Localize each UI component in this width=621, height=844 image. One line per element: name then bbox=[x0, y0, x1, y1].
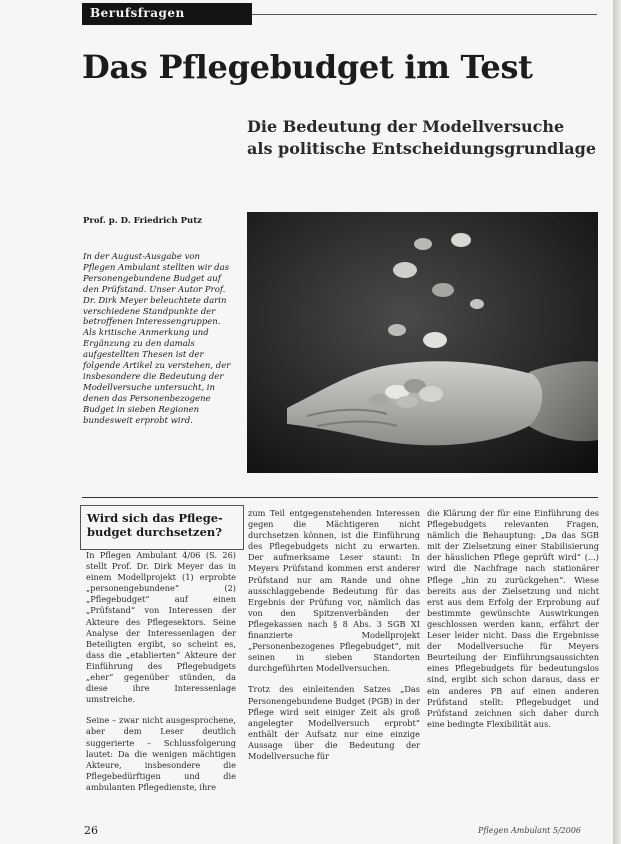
author-byline: Prof. p. D. Friedrich Putz bbox=[83, 216, 202, 226]
body-column-3 bbox=[427, 508, 599, 740]
page-number: 26 bbox=[84, 824, 98, 837]
falling-coin bbox=[470, 299, 484, 309]
body-paragraph: zum Teil entgegenstehenden Interessen gegen die Mächtigeren nicht durchsetzen können, ist die Einführung des Pflegebudgets nicht zu erwarten. Der aufmerksame Leser staunt: In Meyers Prüfstand kommen erst anderer Prüfstand nur am Rande und ohne ausschlaggebende Bedeutung für das Ergebnis der Prüfung vor, nämlich das von den Spitzenverbänden der Pflegekassen nach § 8 Abs. 3 SGB XI finanzierte Modellprojekt „Personenbezogenes Pflegebudget“, mit seinen in sieben Standorten durchgeführten Modellversuchen. bbox=[248, 508, 420, 674]
body-column-1 bbox=[86, 550, 236, 803]
falling-coin bbox=[432, 283, 454, 297]
page-edge bbox=[613, 0, 621, 844]
falling-coin bbox=[388, 324, 406, 336]
subheading bbox=[87, 511, 223, 539]
top-rule bbox=[252, 14, 597, 15]
coin-in-palm bbox=[396, 396, 418, 408]
falling-coin bbox=[451, 233, 471, 247]
coin-in-palm bbox=[419, 386, 443, 402]
falling-coin bbox=[393, 262, 417, 278]
falling-coin bbox=[414, 238, 432, 250]
body-paragraph: Seine – zwar nicht ausgesprochene, aber dem Leser deutlich suggerierte – Schlussfolgerung lautet: Da die wenigen mächtigen Akteure, insbesondere die Pflegebedürftigen und die ambulanten Pflegedienste, ihre bbox=[86, 715, 236, 792]
subtitle-line: Die Bedeutung der Modellversuche bbox=[247, 117, 565, 136]
subheading-line: budget durchsetzen? bbox=[87, 525, 222, 539]
journal-footer: Pflegen Ambulant 5/2006 bbox=[477, 826, 581, 835]
hand-with-coins-photo bbox=[247, 212, 598, 473]
subheading-line: Wird sich das Pflege- bbox=[87, 511, 223, 525]
article-subtitle bbox=[247, 116, 596, 160]
body-paragraph: die Klärung der für eine Einführung des Pflegebudgets relevanten Fragen, nämlich die Behauptung: „Da das SGB mit der Zielsetzung einer Stabilisierung der häuslichen Pflege geprüft wird“ (...) wird die Nachfrage nach stationärer Pflege „hin zu zurückgehen“. Wiese bereits aus der Zielsetzung und nicht erst aus dem Erfolg der Erprobung auf bestimmte gewünschte Auswirkungen geschlossen werden kann, erfährt der Leser leider nicht. Dass die Ergebnisse der Modellversuche für Meyers Beurteilung der Einführungsaussichten eines Pflegebudgets für bedeutungslos sind, ergibt sich schon daraus, dass er ein anderes PB auf einen anderen Prüfstand stellt: Pflegebudget und Prüfstand zeichnen sich daher durch eine bedingte Flexibilität aus. bbox=[427, 508, 599, 729]
falling-coin bbox=[423, 332, 447, 348]
divider-rule bbox=[82, 497, 598, 498]
body-paragraph: In Pflegen Ambulant 4/06 (S. 26) stellt Prof. Dr. Dirk Meyer das in einem Modellprojekt (1) erprobte „personengebundene“ (2) „Pflegebudget“ auf einen „Prüfstand“ von Interessen der Akteure des Pflegesektors. Seine Analyse der Interessenlagen der Beteiligten ergibt, so scheint es, dass die „etablierten“ Akteure der Einführung des Pflegebudgets „eher“ gegenüber stünden, da diese ihre Interessenlage umstreiche. bbox=[86, 550, 236, 705]
article-title: Das Pflegebudget im Test bbox=[82, 48, 533, 86]
coin-in-palm bbox=[369, 394, 389, 406]
teaser-text: In der August-Ausgabe von Pflegen Ambulant stellten wir das Personengebundene Budget auf den Prüfstand. Unser Autor Prof. Dr. Dirk Meyer beleuchtete darin verschiedene Standpunkte der betroffenen Interessengruppen. Als kritische Anmerkung und Ergänzung zu den damals aufgestellten Thesen ist der folgende Artikel zu verstehen, der insbesondere die Bedeutung der Modellversuche untersucht, in denen das Personenbezogene Budget in sieben Regionen bundesweit erprobt wird. bbox=[83, 252, 231, 426]
section-label: Berufsfragen bbox=[90, 6, 185, 20]
subtitle-line: als politische Entscheidungsgrundlage bbox=[247, 139, 597, 158]
body-paragraph: Trotz des einleitenden Satzes „Das Personengebundene Budget (PGB) in der Pflege wird seit einiger Zeit als groß angelegter Modellversuch erprobt“ enthält der Aufsatz nur eine einzige Aussage über die Bedeutung der Modellversuche für bbox=[248, 684, 420, 761]
body-column-2 bbox=[248, 508, 420, 772]
